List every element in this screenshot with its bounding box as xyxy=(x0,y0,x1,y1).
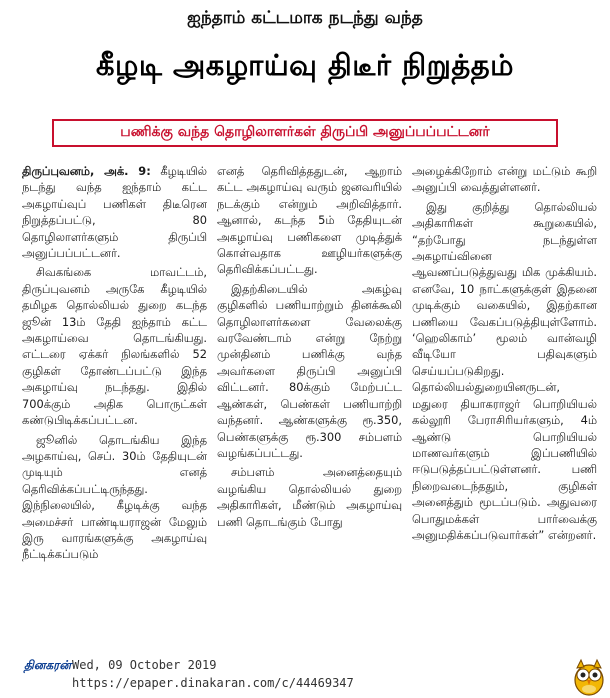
owl-icon xyxy=(572,658,606,696)
paragraph: சம்பளம் அனைத்தையும் வழங்கிய தொல்லியல் துறை அதிகாரிகள், மீண்டும் அகழாய்வு பணி தொடங்கும் போது xyxy=(217,465,402,529)
article-subheadline: பணிக்கு வந்த தொழிலாளர்கள் திருப்பி அனுப்பப்பட்டனர் xyxy=(120,124,490,140)
paragraph: இது குறித்து தொல்லியல் அதிகாரிகள் கூறுகையில், “தற்போது நடந்துள்ள அகழாய்வினை ஆவணப்படுத்துவது மிக முக்கியம். எனவே, 10 நாட்களுக்குள் இதனை முடிக்கும் வகையில், இதற்கான பணியை வேகப்படுத்தியுள்ளோம். ‘ஹெலிகாம்’ மூலம் வான்வழி வீடியோ பதிவுகளும் செய்யப்படுகிறது. தொல்லியல்துறையினருடன், மதுரை தியாகராஜர் பொறியியல் கல்லூரி பேராசிரியர்களும், 4ம் ஆண்டு பொறியியல் மாணவர்களும் இப்பணியில் ஈடுபடுத்தப்பட்டுள்ளனர். பணி நிறைவடைந்ததும், குழிகள் அனைத்தும் மூடப்படும். அதுவரை பொதுமக்கள் பார்வைக்கு அனுமதிக்கப்படுவார்கள்” என்றனர். xyxy=(412,199,597,542)
article-column-1 xyxy=(22,163,207,651)
paragraph: எனத் தெரிவித்ததுடன், ஆறாம் கட்ட அகழாய்வு வரும் ஜனவரியில் நடக்கும் என்றும் அறிவித்தார். ஆனால், கடந்த 5ம் தேதியுடன் அகழாய்வு பணிகளை முடித்துக் கொள்வதாக ஊழியர்களுக்கு தெரிவிக்கப்பட்டது. xyxy=(217,164,402,277)
footer-url[interactable]: https://epaper.dinakaran.com/c/44469347 xyxy=(72,676,354,690)
dinakaran-logo: தினகரன் xyxy=(24,658,71,672)
article-column-2 xyxy=(217,163,402,651)
epaper-footer xyxy=(0,656,610,698)
article-headline: கீழடி அகழாய்வு திடீர் நிறுத்தம் xyxy=(95,48,514,82)
article-kicker: ஐந்தாம் கட்டமாக நடந்து வந்த xyxy=(187,8,423,28)
article-column-3 xyxy=(412,163,597,651)
article-body xyxy=(22,163,598,651)
footer-date: Wed, 09 October 2019 xyxy=(72,658,217,672)
paragraph: ஜூனில் தொடங்கிய இந்த அழகாய்வு, செப். 30ம் தேதியுடன் முடியும் எனத் தெரிவிக்கப்பட்டிருந்தது. இந்நிலையில், கீழடிக்கு வந்த அமைச்சர் பாண்டியராஜன் மேலும் இரு வாரங்களுக்கு அகழாய்வு நீட்டிக்கப்படும் xyxy=(22,432,207,562)
paragraph: இதற்கிடையில் அகழ்வு குழிகளில் பணியாற்றும் தினக்கூலி தொழிலாளர்களை வேலைக்கு வரவேண்டாம் என்று நேற்று முன்தினம் பணிக்கு வந்த அவர்களை திருப்பி அனுப்பி விட்டனர். 80க்கும் மேற்பட்ட ஆண்கள், பெண்கள் பணியாற்றி வந்தனர். ஆண்களுக்கு ரூ.350, பெண்களுக்கு ரூ.300 சம்பளம் வழங்கப்பட்டது. xyxy=(217,281,402,460)
paragraph: சிவகங்கை மாவட்டம், திருப்புவனம் அருகே கீழடியில் தமிழக தொல்லியல் துறை கடந்த ஜூன் 13ம் தேதி ஐந்தாம் கட்ட அகழாய்வை தொடங்கியது. எட்டரை ஏக்கர் நிலங்களில் 52 குழிகள் தோண்டப்பட்டு இந்த அகழாய்வு நடந்தது. இதில் 700க்கும் அதிக பொருட்கள் கண்டுபிடிக்கப்பட்டன. xyxy=(22,265,207,428)
article-subheadline-box xyxy=(52,119,558,147)
paragraph xyxy=(22,163,207,261)
paragraph-text: கீழடியில் நடந்து வந்த ஐந்தாம் கட்ட அகழாய்வுப் பணிகள் திடீரென நிறுத்தப்பட்டு, 80 தொழிலாளர்களும் திருப்பி அனுப்பப்பட்டனர். xyxy=(22,164,207,261)
dateline: திருப்புவனம், அக். 9: xyxy=(22,164,151,178)
paragraph: அழைக்கிறோம் என்று மட்டும் கூறி அனுப்பி வைத்துள்ளனர். xyxy=(412,164,597,195)
